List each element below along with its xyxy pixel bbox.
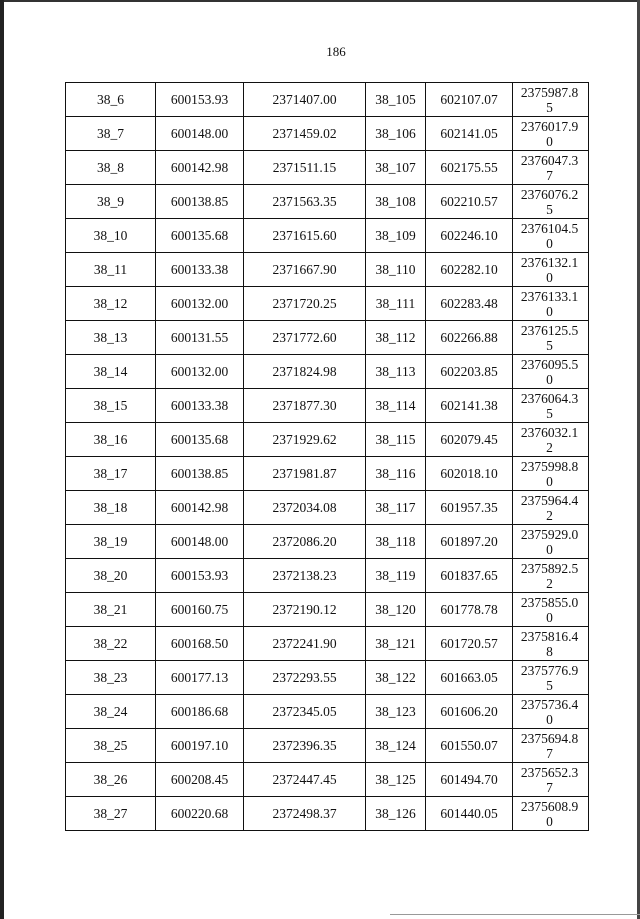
x-coord-right-cell: 602282.10	[426, 253, 513, 287]
y-coord-right-cell: 2375998.80	[513, 457, 589, 491]
x-coord-right-cell: 601606.20	[426, 695, 513, 729]
y-coord-left-cell: 2371929.62	[244, 423, 366, 457]
y-coord-right-cell: 2375608.90	[513, 797, 589, 831]
y-coord-left-cell: 2372034.08	[244, 491, 366, 525]
x-coord-right-cell: 601837.65	[426, 559, 513, 593]
y-coord-left-cell: 2371407.00	[244, 83, 366, 117]
point-id-right-cell: 38_120	[366, 593, 426, 627]
x-coord-right-cell: 601663.05	[426, 661, 513, 695]
point-id-right-cell: 38_109	[366, 219, 426, 253]
x-coord-right-cell: 601440.05	[426, 797, 513, 831]
y-coord-right-cell: 2375855.00	[513, 593, 589, 627]
point-id-right-cell: 38_123	[366, 695, 426, 729]
point-id-left-cell: 38_6	[66, 83, 156, 117]
table-row	[66, 763, 589, 797]
y-coord-left-cell: 2372293.55	[244, 661, 366, 695]
point-id-right-cell: 38_113	[366, 355, 426, 389]
y-coord-left-cell: 2372241.90	[244, 627, 366, 661]
y-coord-left-cell: 2371459.02	[244, 117, 366, 151]
x-coord-left-cell: 600177.13	[156, 661, 244, 695]
point-id-right-cell: 38_108	[366, 185, 426, 219]
table-row	[66, 661, 589, 695]
x-coord-left-cell: 600133.38	[156, 253, 244, 287]
page-edge-top	[0, 0, 640, 2]
y-coord-right-cell: 2375987.85	[513, 83, 589, 117]
point-id-right-cell: 38_111	[366, 287, 426, 321]
point-id-right-cell: 38_114	[366, 389, 426, 423]
x-coord-left-cell: 600132.00	[156, 355, 244, 389]
y-coord-left-cell: 2371720.25	[244, 287, 366, 321]
y-coord-left-cell: 2372190.12	[244, 593, 366, 627]
point-id-right-cell: 38_121	[366, 627, 426, 661]
x-coord-left-cell: 600208.45	[156, 763, 244, 797]
x-coord-left-cell: 600148.00	[156, 525, 244, 559]
y-coord-right-cell: 2376032.12	[513, 423, 589, 457]
point-id-right-cell: 38_107	[366, 151, 426, 185]
point-id-left-cell: 38_12	[66, 287, 156, 321]
point-id-right-cell: 38_116	[366, 457, 426, 491]
y-coord-left-cell: 2371981.87	[244, 457, 366, 491]
table-row	[66, 457, 589, 491]
x-coord-right-cell: 602203.85	[426, 355, 513, 389]
point-id-left-cell: 38_24	[66, 695, 156, 729]
x-coord-left-cell: 600142.98	[156, 151, 244, 185]
y-coord-left-cell: 2371772.60	[244, 321, 366, 355]
point-id-left-cell: 38_20	[66, 559, 156, 593]
point-id-left-cell: 38_18	[66, 491, 156, 525]
table-row	[66, 185, 589, 219]
point-id-left-cell: 38_8	[66, 151, 156, 185]
coordinates-table-body	[66, 83, 589, 831]
x-coord-right-cell: 602266.88	[426, 321, 513, 355]
y-coord-left-cell: 2371877.30	[244, 389, 366, 423]
x-coord-right-cell: 601897.20	[426, 525, 513, 559]
x-coord-left-cell: 600220.68	[156, 797, 244, 831]
x-coord-right-cell: 602246.10	[426, 219, 513, 253]
point-id-left-cell: 38_25	[66, 729, 156, 763]
point-id-right-cell: 38_117	[366, 491, 426, 525]
table-row	[66, 117, 589, 151]
table-row	[66, 491, 589, 525]
x-coord-left-cell: 600197.10	[156, 729, 244, 763]
point-id-left-cell: 38_27	[66, 797, 156, 831]
table-row	[66, 151, 589, 185]
x-coord-right-cell: 601957.35	[426, 491, 513, 525]
y-coord-right-cell: 2375652.37	[513, 763, 589, 797]
table-row	[66, 253, 589, 287]
table-row	[66, 797, 589, 831]
table-row	[66, 355, 589, 389]
y-coord-right-cell: 2376017.90	[513, 117, 589, 151]
point-id-left-cell: 38_26	[66, 763, 156, 797]
point-id-left-cell: 38_11	[66, 253, 156, 287]
y-coord-right-cell: 2376064.35	[513, 389, 589, 423]
point-id-left-cell: 38_22	[66, 627, 156, 661]
point-id-left-cell: 38_23	[66, 661, 156, 695]
x-coord-right-cell: 601494.70	[426, 763, 513, 797]
table-row	[66, 321, 589, 355]
page-edge-left	[0, 0, 4, 919]
y-coord-left-cell: 2371667.90	[244, 253, 366, 287]
coordinates-table	[65, 82, 589, 831]
y-coord-left-cell: 2372447.45	[244, 763, 366, 797]
x-coord-left-cell: 600132.00	[156, 287, 244, 321]
x-coord-left-cell: 600168.50	[156, 627, 244, 661]
table-row	[66, 695, 589, 729]
point-id-right-cell: 38_110	[366, 253, 426, 287]
y-coord-left-cell: 2372345.05	[244, 695, 366, 729]
table-row	[66, 729, 589, 763]
y-coord-right-cell: 2376125.55	[513, 321, 589, 355]
y-coord-right-cell: 2375964.42	[513, 491, 589, 525]
point-id-right-cell: 38_115	[366, 423, 426, 457]
y-coord-left-cell: 2372086.20	[244, 525, 366, 559]
x-coord-left-cell: 600153.93	[156, 559, 244, 593]
point-id-left-cell: 38_14	[66, 355, 156, 389]
table-row	[66, 83, 589, 117]
table-row	[66, 389, 589, 423]
x-coord-right-cell: 602210.57	[426, 185, 513, 219]
x-coord-left-cell: 600133.38	[156, 389, 244, 423]
y-coord-left-cell: 2371615.60	[244, 219, 366, 253]
y-coord-right-cell: 2376095.50	[513, 355, 589, 389]
x-coord-right-cell: 602141.05	[426, 117, 513, 151]
point-id-right-cell: 38_124	[366, 729, 426, 763]
point-id-left-cell: 38_13	[66, 321, 156, 355]
y-coord-left-cell: 2371511.15	[244, 151, 366, 185]
page-number: 186	[326, 44, 346, 59]
x-coord-left-cell: 600135.68	[156, 423, 244, 457]
x-coord-right-cell: 601720.57	[426, 627, 513, 661]
point-id-left-cell: 38_15	[66, 389, 156, 423]
table-row	[66, 287, 589, 321]
point-id-right-cell: 38_126	[366, 797, 426, 831]
y-coord-right-cell: 2376104.50	[513, 219, 589, 253]
y-coord-right-cell: 2376076.25	[513, 185, 589, 219]
y-coord-right-cell: 2376047.37	[513, 151, 589, 185]
x-coord-right-cell: 602079.45	[426, 423, 513, 457]
y-coord-left-cell: 2371824.98	[244, 355, 366, 389]
y-coord-right-cell: 2375694.87	[513, 729, 589, 763]
x-coord-right-cell: 602107.07	[426, 83, 513, 117]
x-coord-left-cell: 600135.68	[156, 219, 244, 253]
y-coord-right-cell: 2376133.10	[513, 287, 589, 321]
table-row	[66, 525, 589, 559]
x-coord-left-cell: 600148.00	[156, 117, 244, 151]
x-coord-right-cell: 602175.55	[426, 151, 513, 185]
point-id-right-cell: 38_125	[366, 763, 426, 797]
table-row	[66, 593, 589, 627]
y-coord-left-cell: 2371563.35	[244, 185, 366, 219]
y-coord-right-cell: 2376132.10	[513, 253, 589, 287]
point-id-right-cell: 38_119	[366, 559, 426, 593]
y-coord-left-cell: 2372138.23	[244, 559, 366, 593]
table-row	[66, 559, 589, 593]
y-coord-left-cell: 2372396.35	[244, 729, 366, 763]
point-id-right-cell: 38_118	[366, 525, 426, 559]
y-coord-right-cell: 2375736.40	[513, 695, 589, 729]
table-row	[66, 219, 589, 253]
point-id-left-cell: 38_9	[66, 185, 156, 219]
point-id-right-cell: 38_112	[366, 321, 426, 355]
point-id-left-cell: 38_16	[66, 423, 156, 457]
x-coord-right-cell: 602141.38	[426, 389, 513, 423]
x-coord-right-cell: 602283.48	[426, 287, 513, 321]
x-coord-left-cell: 600142.98	[156, 491, 244, 525]
point-id-left-cell: 38_17	[66, 457, 156, 491]
x-coord-left-cell: 600153.93	[156, 83, 244, 117]
table-row	[66, 627, 589, 661]
bottom-rule	[390, 914, 640, 915]
x-coord-left-cell: 600160.75	[156, 593, 244, 627]
point-id-left-cell: 38_21	[66, 593, 156, 627]
point-id-left-cell: 38_7	[66, 117, 156, 151]
point-id-right-cell: 38_105	[366, 83, 426, 117]
x-coord-left-cell: 600138.85	[156, 457, 244, 491]
x-coord-left-cell: 600186.68	[156, 695, 244, 729]
point-id-left-cell: 38_10	[66, 219, 156, 253]
point-id-right-cell: 38_106	[366, 117, 426, 151]
y-coord-right-cell: 2375929.00	[513, 525, 589, 559]
table-row	[66, 423, 589, 457]
y-coord-left-cell: 2372498.37	[244, 797, 366, 831]
x-coord-left-cell: 600131.55	[156, 321, 244, 355]
point-id-right-cell: 38_122	[366, 661, 426, 695]
x-coord-left-cell: 600138.85	[156, 185, 244, 219]
x-coord-right-cell: 602018.10	[426, 457, 513, 491]
y-coord-right-cell: 2375816.48	[513, 627, 589, 661]
y-coord-right-cell: 2375776.95	[513, 661, 589, 695]
y-coord-right-cell: 2375892.52	[513, 559, 589, 593]
point-id-left-cell: 38_19	[66, 525, 156, 559]
x-coord-right-cell: 601778.78	[426, 593, 513, 627]
x-coord-right-cell: 601550.07	[426, 729, 513, 763]
